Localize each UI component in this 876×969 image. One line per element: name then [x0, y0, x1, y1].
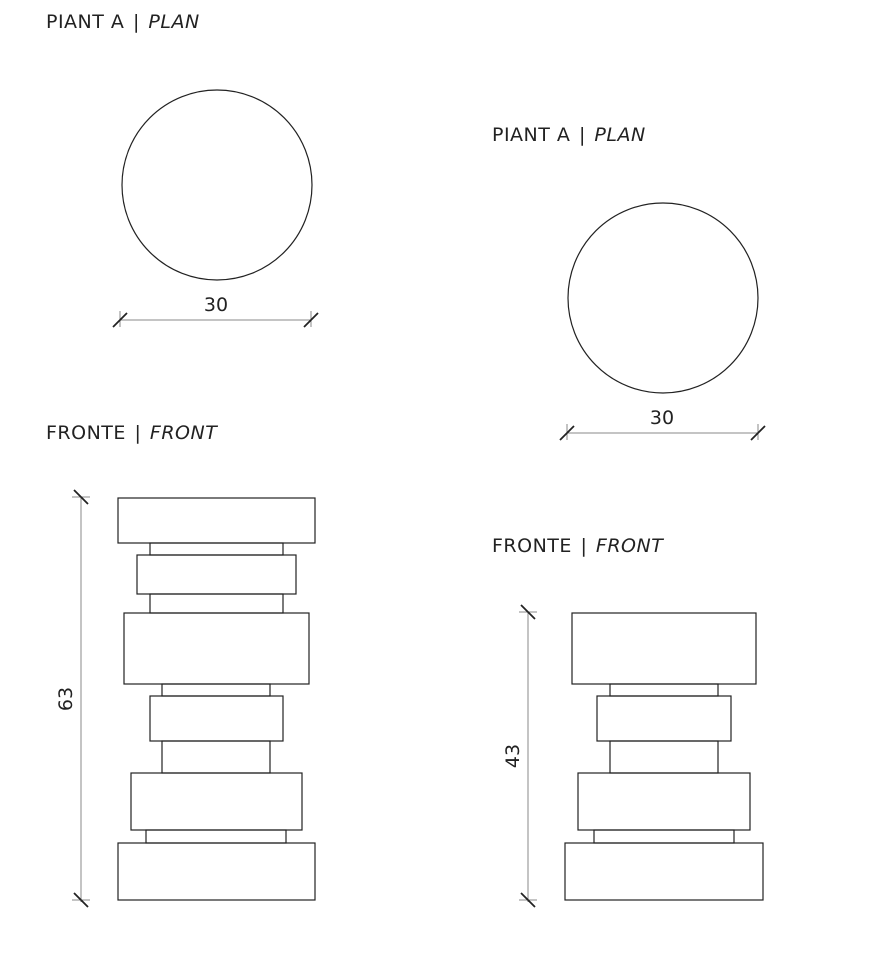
left-spacer-4 — [162, 741, 270, 773]
right-disc-4 — [565, 843, 763, 900]
right-plan-circle — [568, 203, 758, 393]
left-plan-circle — [122, 90, 312, 280]
left-plan-label-sep: | — [132, 11, 140, 33]
left-plan-label-italic: PLAN — [148, 11, 200, 33]
left-disc-2 — [137, 555, 296, 594]
right-front-label-sep: | — [580, 535, 588, 557]
left-front-label-main: FRONTE — [46, 422, 126, 444]
right-spacer-1 — [610, 684, 718, 696]
right-disc-1 — [572, 613, 756, 684]
right-plan-dimension-text: 30 — [649, 407, 675, 429]
left-plan-label-main: PIANT A — [46, 11, 125, 33]
left-disc-4 — [150, 696, 283, 741]
left-disc-5 — [131, 773, 302, 830]
left-disc-6 — [118, 843, 315, 900]
left-disc-3 — [124, 613, 309, 684]
right-plan-label-main: PIANT A — [492, 124, 571, 146]
left-disc-1 — [118, 498, 315, 543]
right-front-label-main: FRONTE — [492, 535, 572, 557]
right-plan-label-sep: | — [578, 124, 586, 146]
right-spacer-3 — [594, 830, 734, 843]
left-spacer-5 — [146, 830, 286, 843]
left-front-label-italic: FRONT — [149, 422, 218, 444]
left-front-label-sep: | — [134, 422, 142, 444]
left-plan-dimension-text: 30 — [203, 294, 229, 316]
right-disc-3 — [578, 773, 750, 830]
left-spacer-2 — [150, 594, 283, 613]
left-front-stack — [118, 498, 315, 900]
right-disc-2 — [597, 696, 731, 741]
left-front-dimension-text: 63 — [55, 686, 77, 712]
right-plan-label-italic: PLAN — [594, 124, 646, 146]
left-spacer-1 — [150, 543, 283, 555]
right-front-stack — [565, 613, 763, 900]
right-front-label-italic: FRONT — [595, 535, 664, 557]
right-spacer-2 — [610, 741, 718, 773]
right-front-dimension-text: 43 — [502, 743, 524, 769]
left-spacer-3 — [162, 684, 270, 696]
